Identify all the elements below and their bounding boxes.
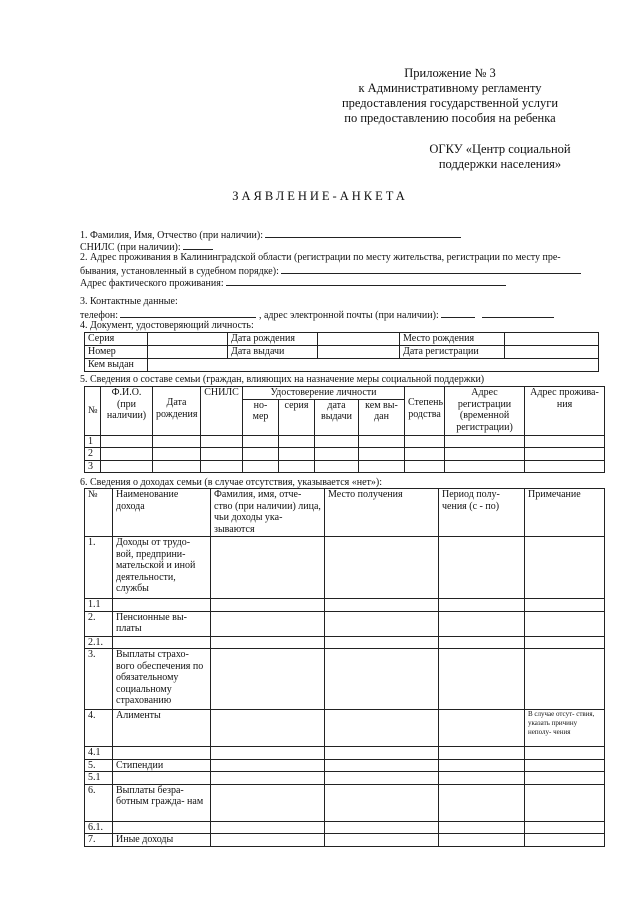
organization-line: ОГКУ «Центр социальной [429,142,571,156]
family-table [84,386,605,473]
table-row [85,435,605,448]
email-field-extra[interactable] [482,308,554,318]
family-col-id: Удостоверение личности [243,387,405,400]
income-type [113,747,211,760]
table-row [85,834,605,847]
id-document-heading: 4. Документ, удостоверяющий личность: [80,320,254,331]
income-row-number: 1.1 [85,599,113,612]
income-note[interactable] [525,537,605,599]
actual-address-label: Адрес фактического проживания: [80,278,224,289]
income-type: Пенсионные вы- платы [113,611,211,636]
family-cell[interactable] [405,435,445,448]
income-cell[interactable] [325,649,439,710]
income-cell[interactable] [439,772,525,785]
family-cell[interactable] [279,460,315,473]
income-cell[interactable] [211,636,325,649]
income-note[interactable] [525,636,605,649]
family-cell[interactable] [243,460,279,473]
table-row [85,448,605,461]
organization [380,142,620,172]
family-cell[interactable] [101,460,153,473]
actual-address-field[interactable] [226,276,506,286]
income-row-number: 1. [85,537,113,599]
family-cell[interactable] [359,435,405,448]
table-row [85,821,605,834]
income-cell[interactable] [439,649,525,710]
address-line-1: 2. Адрес проживания в Калининградской области (регистрации по месту жительства, регистрации по месту пре- [80,252,561,263]
family-cell[interactable] [153,435,201,448]
phone-label: телефон: [80,310,118,321]
income-cell[interactable] [325,599,439,612]
table-row [85,772,605,785]
birth-place-label: Место рождения [400,333,505,346]
family-row-number: 3 [85,460,101,473]
family-cell[interactable] [359,448,405,461]
income-note[interactable] [525,747,605,760]
family-col-dob: Дата рождения [153,387,201,436]
income-cell[interactable] [211,821,325,834]
family-cell[interactable] [359,460,405,473]
appendix-line: предоставления государственной услуги [341,96,559,110]
table-row [85,710,605,747]
table-row [85,784,605,821]
income-type: Выплаты страхо- вого обеспечения по обязательному социальному страхованию [113,649,211,710]
address-field[interactable] [281,264,581,274]
family-cell[interactable] [445,448,525,461]
contacts-heading: 3. Контактные данные: [80,296,178,307]
family-cell[interactable] [101,435,153,448]
family-cell[interactable] [525,448,605,461]
income-note[interactable] [525,611,605,636]
phone-field[interactable] [120,308,256,318]
income-type [113,636,211,649]
reg-date-label: Дата регистрации [400,346,505,359]
income-cell[interactable] [439,759,525,772]
income-row-number: 3. [85,649,113,710]
income-row-number: 4. [85,710,113,747]
income-note[interactable] [525,759,605,772]
income-cell[interactable] [211,747,325,760]
family-cell[interactable] [201,448,243,461]
income-row-number: 6.1. [85,821,113,834]
table-row [85,460,605,473]
income-type: Выплаты безра- ботным гражда- нам [113,784,211,821]
email-field[interactable] [441,308,475,318]
income-note[interactable]: В случае отсут- ствия, указать причину неполу- чения [525,710,605,747]
income-row-number: 5.1 [85,772,113,785]
appendix-line: по предоставлению пособия на ребенка [344,111,556,125]
family-col-registration: Адрес регистрации (временной регистрации) [445,387,525,436]
income-cell[interactable] [211,649,325,710]
address-label: бывания, установленный в судебном порядке): [80,266,279,277]
income-cell[interactable] [439,821,525,834]
income-cell[interactable] [325,747,439,760]
income-cell[interactable] [325,821,439,834]
family-cell[interactable] [201,435,243,448]
income-note[interactable] [525,599,605,612]
income-cell[interactable] [325,772,439,785]
income-note[interactable] [525,649,605,710]
family-col-issued-by: кем вы- дан [359,399,405,435]
email-label: , адрес электронной почты (при наличии): [258,310,439,321]
income-row-number: 5. [85,759,113,772]
table-row [85,636,605,649]
number-cell[interactable] [148,346,228,359]
income-cell[interactable] [211,537,325,599]
family-cell[interactable] [525,435,605,448]
issued-by-cell[interactable] [148,359,599,372]
income-cell[interactable] [325,784,439,821]
family-col-seria: серия [279,399,315,435]
family-col-snils: СНИЛС [201,387,243,436]
income-cell[interactable] [439,611,525,636]
income-note[interactable] [525,821,605,834]
family-cell[interactable] [315,435,359,448]
family-col-no: № [85,387,101,436]
table-row [85,611,605,636]
family-heading: 5. Сведения о составе семьи (граждан, влияющих на назначение меры социальной поддержки) [80,374,485,385]
income-table [84,488,605,847]
income-row-number: 2.1. [85,636,113,649]
income-cell[interactable] [211,772,325,785]
income-col-name: Наименование дохода [113,489,211,537]
income-heading: 6. Сведения о доходах семьи (в случае отсутствия, указывается «нет»): [80,477,383,488]
income-cell[interactable] [439,834,525,847]
income-cell[interactable] [439,636,525,649]
fio-field[interactable] [265,228,461,238]
income-cell[interactable] [211,759,325,772]
family-cell[interactable] [243,435,279,448]
income-cell[interactable] [325,611,439,636]
family-cell[interactable] [445,460,525,473]
income-cell[interactable] [325,759,439,772]
family-cell[interactable] [405,448,445,461]
actual-address-row [80,276,506,290]
organization-line: поддержки населения» [438,157,562,171]
family-row-number: 1 [85,435,101,448]
family-cell[interactable] [525,460,605,473]
income-cell[interactable] [211,834,325,847]
appendix-line: Приложение № 3 [404,66,496,80]
family-cell[interactable] [315,460,359,473]
family-cell[interactable] [279,448,315,461]
snils-label: СНИЛС (при наличии): [80,242,181,253]
income-cell[interactable] [439,747,525,760]
income-note[interactable] [525,784,605,821]
birth-date-label: Дата рождения [228,333,318,346]
family-col-issue-date: дата выдачи [315,399,359,435]
table-row [85,649,605,710]
seria-label: Серия [85,333,148,346]
snils-field[interactable] [183,240,213,250]
family-cell[interactable] [405,460,445,473]
income-col-note: Примечание [525,489,605,537]
income-type [113,599,211,612]
appendix-line: к Административному регламенту [358,81,542,95]
family-row-number: 2 [85,448,101,461]
income-note[interactable] [525,772,605,785]
income-cell[interactable] [439,710,525,747]
family-col-relation: Степень родства [405,387,445,436]
income-row-number: 4.1 [85,747,113,760]
income-row-number: 7. [85,834,113,847]
id-document-table [84,332,599,372]
family-cell[interactable] [315,448,359,461]
reg-date-cell[interactable] [505,346,599,359]
family-cell[interactable] [279,435,315,448]
income-type [113,772,211,785]
document-title: ЗАЯВЛЕНИЕ-АНКЕТА [232,189,408,203]
issue-date-cell[interactable] [318,346,400,359]
income-cell[interactable] [325,710,439,747]
table-row [85,537,605,599]
appendix-header [300,66,600,126]
family-cell[interactable] [153,448,201,461]
fio-label: 1. Фамилия, Имя, Отчество (при наличии): [80,230,263,241]
birth-place-cell[interactable] [505,333,599,346]
family-cell[interactable] [153,460,201,473]
income-cell[interactable] [211,599,325,612]
issue-date-label: Дата выдачи [228,346,318,359]
table-row [85,747,605,760]
income-cell[interactable] [211,710,325,747]
income-cell[interactable] [325,636,439,649]
income-cell[interactable] [439,599,525,612]
table-row [85,759,605,772]
family-col-residence: Адрес прожива- ния [525,387,605,436]
family-cell[interactable] [101,448,153,461]
family-col-fio: Ф.И.О. (при наличии) [101,387,153,436]
number-label: Номер [85,346,148,359]
issued-by-label: Кем выдан [85,359,148,372]
income-row-number: 6. [85,784,113,821]
family-cell[interactable] [445,435,525,448]
seria-cell[interactable] [148,333,228,346]
income-cell[interactable] [211,611,325,636]
income-type: Стипендии [113,759,211,772]
income-col-no: № [85,489,113,537]
family-col-number: но- мер [243,399,279,435]
income-cell[interactable] [325,537,439,599]
income-col-place: Место получения [325,489,439,537]
family-cell[interactable] [201,460,243,473]
table-row [85,599,605,612]
income-note[interactable] [525,834,605,847]
family-cell[interactable] [243,448,279,461]
income-row-number: 2. [85,611,113,636]
birth-date-cell[interactable] [318,333,400,346]
income-type: Иные доходы [113,834,211,847]
income-type: Алименты [113,710,211,747]
income-cell[interactable] [439,784,525,821]
income-cell[interactable] [439,537,525,599]
income-type [113,821,211,834]
income-col-period: Период полу- чения (с - по) [439,489,525,537]
income-cell[interactable] [211,784,325,821]
income-cell[interactable] [325,834,439,847]
income-type: Доходы от трудо- вой, предприни- мательской и иной деятельности, службы [113,537,211,599]
income-col-person: Фамилия, имя, отче- ство (при наличии) лица, чьи доходы ука- зываются [211,489,325,537]
